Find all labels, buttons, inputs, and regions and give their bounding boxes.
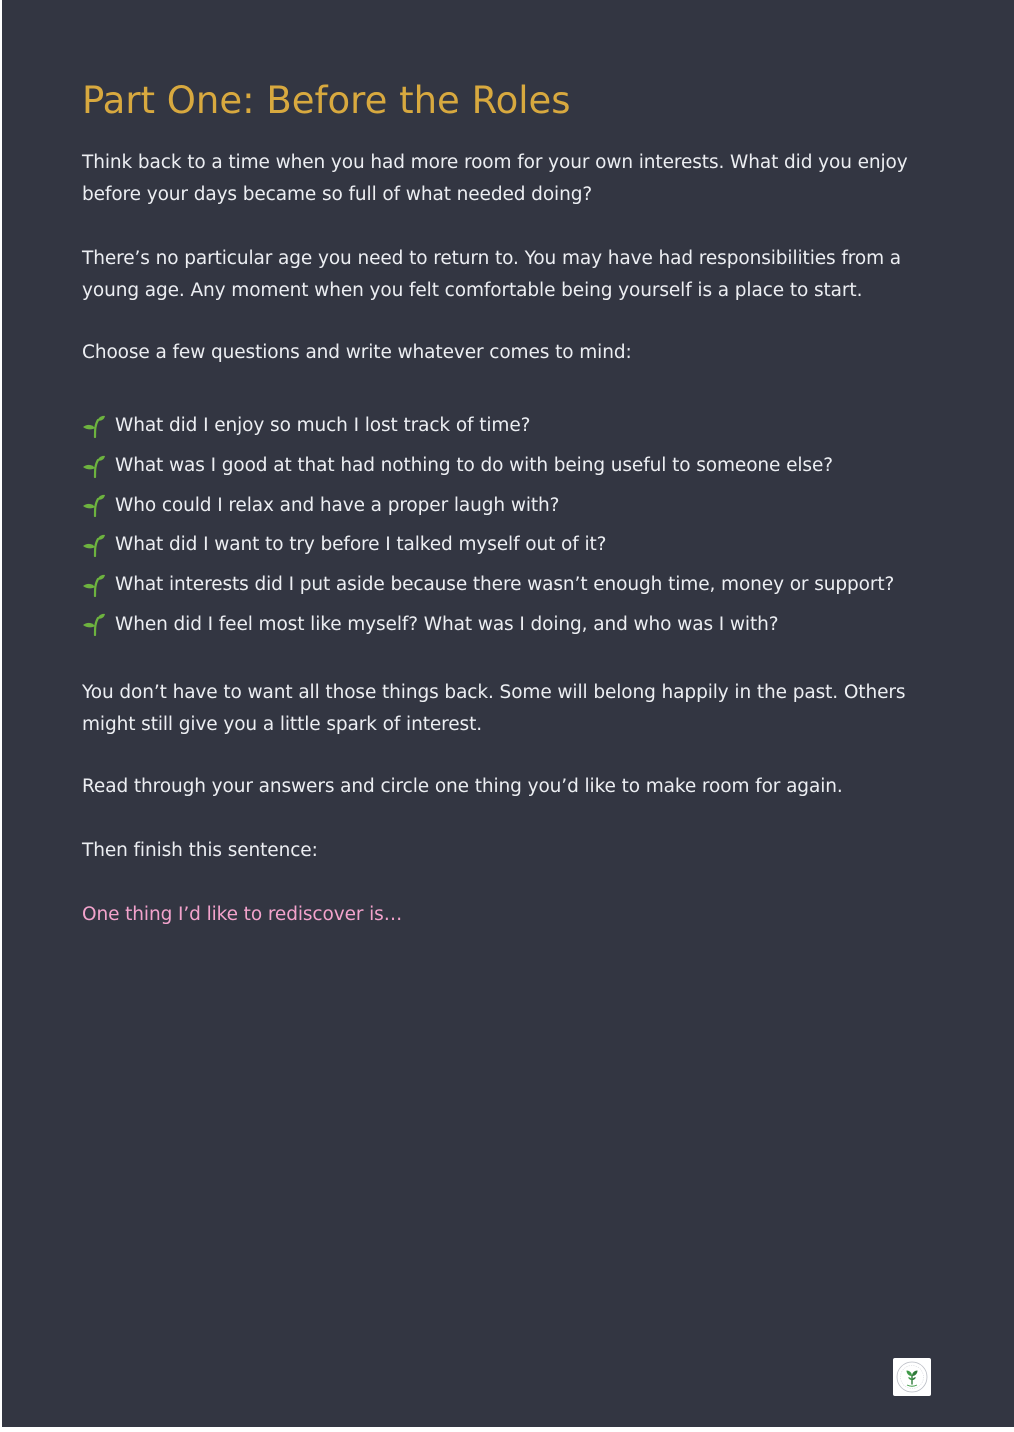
sprout-icon xyxy=(82,493,106,517)
question-text: Who could I relax and have a proper laugh with? xyxy=(115,494,560,516)
question-list xyxy=(82,406,934,644)
question-item xyxy=(82,446,934,486)
question-item xyxy=(82,565,934,605)
question-text: What was I good at that had nothing to do with being useful to someone else? xyxy=(115,455,833,477)
sprout-icon xyxy=(82,573,106,597)
question-text: What did I want to try before I talked myself out of it? xyxy=(115,534,607,556)
sprout-icon xyxy=(82,454,106,478)
question-item xyxy=(82,525,934,565)
question-text: What interests did I put aside because there wasn’t enough time, money or support? xyxy=(115,574,895,596)
question-item xyxy=(82,604,934,644)
sentence-prompt: One thing I’d like to rediscover is… xyxy=(82,904,403,926)
intro-paragraph: There’s no particular age you need to return to. You may have had responsibilities from a young age. Any moment when you felt comfortable being yourself is a place to start. xyxy=(82,248,902,301)
leaf-seal-icon xyxy=(893,1358,931,1396)
question-item xyxy=(82,406,934,446)
instruction-paragraph: Then finish this sentence: xyxy=(82,840,318,862)
page-title: Part One: Before the Roles xyxy=(82,79,571,122)
intro-paragraph: Think back to a time when you had more room for your own interests. What did you enjoy before your days became so full of what needed doing? xyxy=(82,152,908,205)
sprout-icon xyxy=(82,612,106,636)
reflection-paragraph: You don’t have to want all those things back. Some will belong happily in the past. Others might still give you a little spark of interest. xyxy=(82,682,906,736)
sprout-icon xyxy=(82,533,106,557)
worksheet-page xyxy=(2,0,1014,1427)
instruction-paragraph: Choose a few questions and write whatever comes to mind: xyxy=(82,342,632,363)
question-text: When did I feel most like myself? What was I doing, and who was I with? xyxy=(115,613,779,635)
reflection-paragraph: Read through your answers and circle one thing you’d like to make room for again. xyxy=(82,776,843,798)
question-text: What did I enjoy so much I lost track of time? xyxy=(115,415,531,437)
sprout-icon xyxy=(82,414,106,438)
question-item xyxy=(82,485,934,525)
